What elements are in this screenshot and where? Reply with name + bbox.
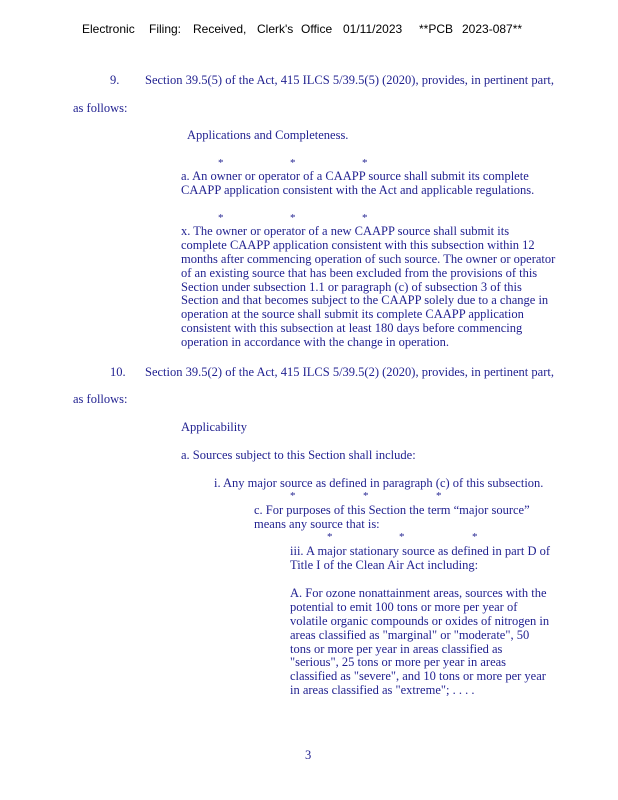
text-line: potential to emit 100 tons or more per year of — [290, 599, 518, 614]
page-number: 3 — [305, 748, 312, 762]
ellipsis-star: * — [436, 490, 442, 502]
ellipsis-star: * — [290, 490, 296, 502]
text-line: Title I of the Clean Air Act including: — [290, 557, 479, 572]
text-line: c. For purposes of this Section the term “major source” — [254, 503, 530, 517]
header-date: 01/11/2023 — [343, 22, 403, 36]
text-line: volatile organic compounds or oxides of nitrogen in — [290, 613, 550, 628]
ellipsis-star: * — [472, 531, 478, 543]
paragraph-9-as-follows: as follows: — [73, 101, 128, 115]
header-filing: Filing: — [149, 22, 182, 36]
quote-2-item-A — [290, 587, 549, 698]
ellipsis-star: * — [327, 531, 333, 543]
ellipsis-star: * — [362, 157, 368, 169]
header-pcb: **PCB — [419, 22, 454, 36]
ellipsis-star: * — [290, 212, 296, 224]
header-docket: 2023-087** — [462, 22, 523, 36]
quote-2-item-a: a. Sources subject to this Section shall include: — [181, 448, 416, 462]
text-line: complete CAAPP application consistent with this subsection within 12 — [181, 237, 535, 252]
text-line: x. The owner or operator of a new CAAPP source shall submit its — [181, 224, 510, 238]
text-line: operation at the source shall submit its complete CAAPP application — [181, 307, 524, 322]
text-line: classified as "severe", and 10 tons or more per year — [290, 669, 546, 684]
text-line: a. An owner or operator of a CAAPP source shall submit its complete — [181, 169, 529, 183]
quote-2-heading: Applicability — [181, 420, 247, 434]
paragraph-9-number: 9. — [110, 73, 120, 87]
text-line: tons or more per year in areas classified as — [290, 641, 503, 656]
header-received: Received, — [193, 22, 247, 36]
text-line: consistent with this subsection at least 180 days before commencing — [181, 321, 523, 336]
ellipsis-star: * — [399, 531, 405, 543]
ellipsis-star: * — [290, 157, 296, 169]
paragraph-9-text: Section 39.5(5) of the Act, 415 ILCS 5/39.5(5) (2020), provides, in pertinent part, — [145, 73, 554, 87]
text-line: of an existing source that has been excluded from the provisions of this — [181, 265, 538, 280]
header-clerks: Clerk's — [257, 22, 294, 36]
quote-2-item-c — [254, 504, 530, 532]
paragraph-10-number: 10. — [110, 365, 126, 379]
header-office: Office — [301, 22, 333, 36]
text-line: areas classified as "marginal" or "moderate", 50 — [290, 627, 530, 642]
quote-2-item-iii — [290, 545, 550, 573]
text-line: A. For ozone nonattainment areas, sources with the — [290, 586, 547, 600]
quote-1-para-x — [181, 225, 555, 350]
text-line: months after commencing operation of such source. The owner or operator — [181, 251, 556, 266]
text-line: Section under subsection 1.1 or paragraph (c) of subsection 3 of this — [181, 279, 522, 294]
text-line: operation in accordance with the change in operation. — [181, 335, 449, 350]
text-line: CAAPP application consistent with the Act and applicable regulations. — [181, 182, 535, 197]
text-line: means any source that is: — [254, 516, 380, 531]
text-line: "serious", 25 tons or more per year in areas — [290, 655, 507, 670]
ellipsis-star: * — [218, 212, 224, 224]
text-line: Section and that becomes subject to the CAAPP solely due to a change in — [181, 293, 549, 308]
quote-2-item-i: i. Any major source as defined in paragraph (c) of this subsection. — [214, 476, 544, 490]
ellipsis-star: * — [362, 212, 368, 224]
ellipsis-star: * — [363, 490, 369, 502]
paragraph-10-as-follows: as follows: — [73, 392, 128, 406]
paragraph-10-text: Section 39.5(2) of the Act, 415 ILCS 5/39.5(2) (2020), provides, in pertinent part, — [145, 365, 554, 379]
text-line: iii. A major stationary source as defined in part D of — [290, 544, 551, 558]
header-electronic: Electronic — [82, 22, 135, 36]
text-line: in areas classified as "extreme"; . . . . — [290, 683, 475, 698]
quote-1-heading: Applications and Completeness. — [187, 128, 349, 142]
ellipsis-star: * — [218, 157, 224, 169]
quote-1-para-a — [181, 170, 534, 198]
